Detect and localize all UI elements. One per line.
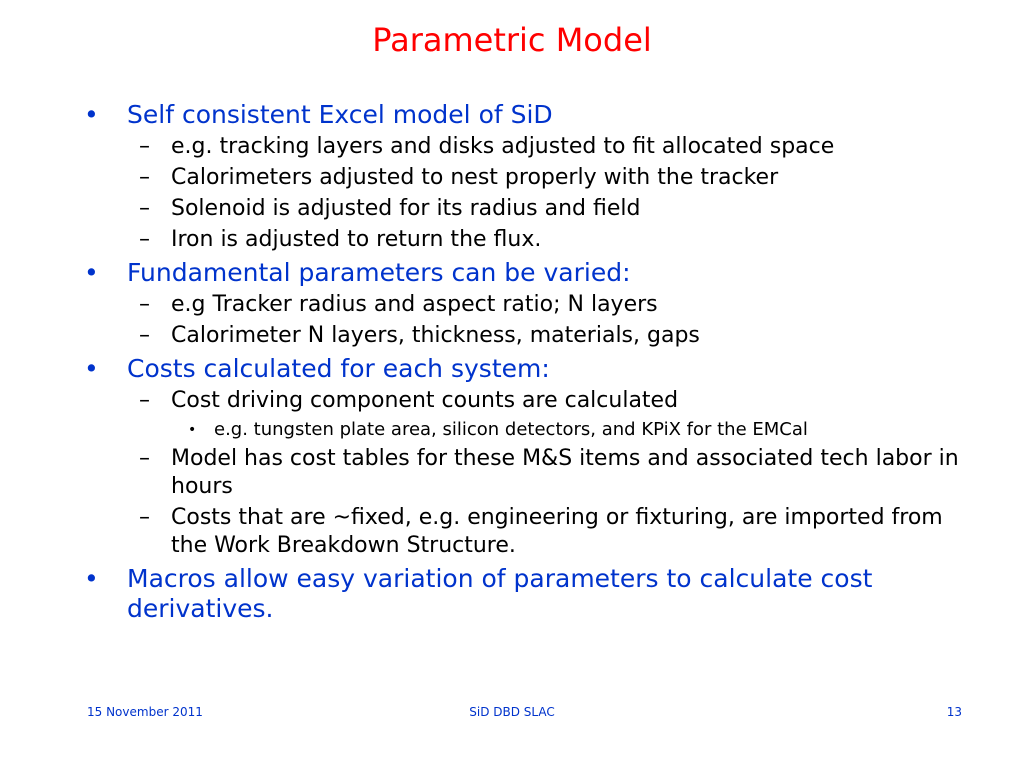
sub-bullet-text: e.g. tracking layers and disks adjusted to fit allocated space xyxy=(171,134,835,159)
bullet-icon: • xyxy=(188,422,197,438)
page-number: 13 xyxy=(946,705,962,719)
sub-bullet-item xyxy=(84,504,964,560)
sub-bullet-text: Calorimeter N layers, thickness, materials, gaps xyxy=(171,323,700,348)
bullet-icon: • xyxy=(84,258,99,287)
sub-bullet-item xyxy=(84,226,964,254)
sub-bullet-item xyxy=(84,387,964,415)
footer-date: 15 November 2011 xyxy=(87,705,203,719)
sub-bullet-text: Costs that are ~fixed, e.g. engineering or fixturing, are imported from the Work Breakdown Structure. xyxy=(171,505,943,558)
bullet-text: Self consistent Excel model of SiD xyxy=(127,100,553,129)
dash-icon: – xyxy=(139,505,150,530)
sub-bullet-text: Model has cost tables for these M&S items and associated tech labor in hours xyxy=(171,446,959,499)
bullet-icon: • xyxy=(84,354,99,383)
dash-icon: – xyxy=(139,446,150,471)
sub-bullet-item xyxy=(84,445,964,501)
dash-icon: – xyxy=(139,134,150,159)
bullet-icon: • xyxy=(84,100,99,129)
sub-bullet-text: Calorimeters adjusted to nest properly with the tracker xyxy=(171,165,779,190)
slide-body xyxy=(84,96,964,624)
dash-icon: – xyxy=(139,196,150,221)
dash-icon: – xyxy=(139,227,150,252)
footer-center: SiD DBD SLAC xyxy=(469,705,555,719)
sub-bullet-item xyxy=(84,291,964,319)
sub-bullet-text: e.g Tracker radius and aspect ratio; N layers xyxy=(171,292,658,317)
sub-sub-bullet-text: e.g. tungsten plate area, silicon detectors, and KPiX for the EMCal xyxy=(214,419,808,440)
slide-title: Parametric Model xyxy=(372,21,652,59)
sub-bullet-item xyxy=(84,322,964,350)
sub-bullet-item xyxy=(84,133,964,161)
bullet-item xyxy=(84,564,964,624)
bullet-text: Macros allow easy variation of parameters to calculate cost derivatives. xyxy=(127,564,873,623)
bullet-text: Fundamental parameters can be varied: xyxy=(127,258,631,287)
sub-bullet-text: Cost driving component counts are calculated xyxy=(171,388,679,413)
dash-icon: – xyxy=(139,323,150,348)
dash-icon: – xyxy=(139,292,150,317)
sub-bullet-text: Solenoid is adjusted for its radius and field xyxy=(171,196,641,221)
dash-icon: – xyxy=(139,165,150,190)
sub-bullet-text: Iron is adjusted to return the flux. xyxy=(171,227,542,252)
sub-bullet-item xyxy=(84,164,964,192)
bullet-text: Costs calculated for each system: xyxy=(127,354,550,383)
sub-sub-bullet-item xyxy=(84,418,964,442)
dash-icon: – xyxy=(139,388,150,413)
bullet-item xyxy=(84,354,964,384)
sub-bullet-item xyxy=(84,195,964,223)
bullet-icon: • xyxy=(84,564,99,593)
bullet-item xyxy=(84,258,964,288)
bullet-item xyxy=(84,100,964,130)
